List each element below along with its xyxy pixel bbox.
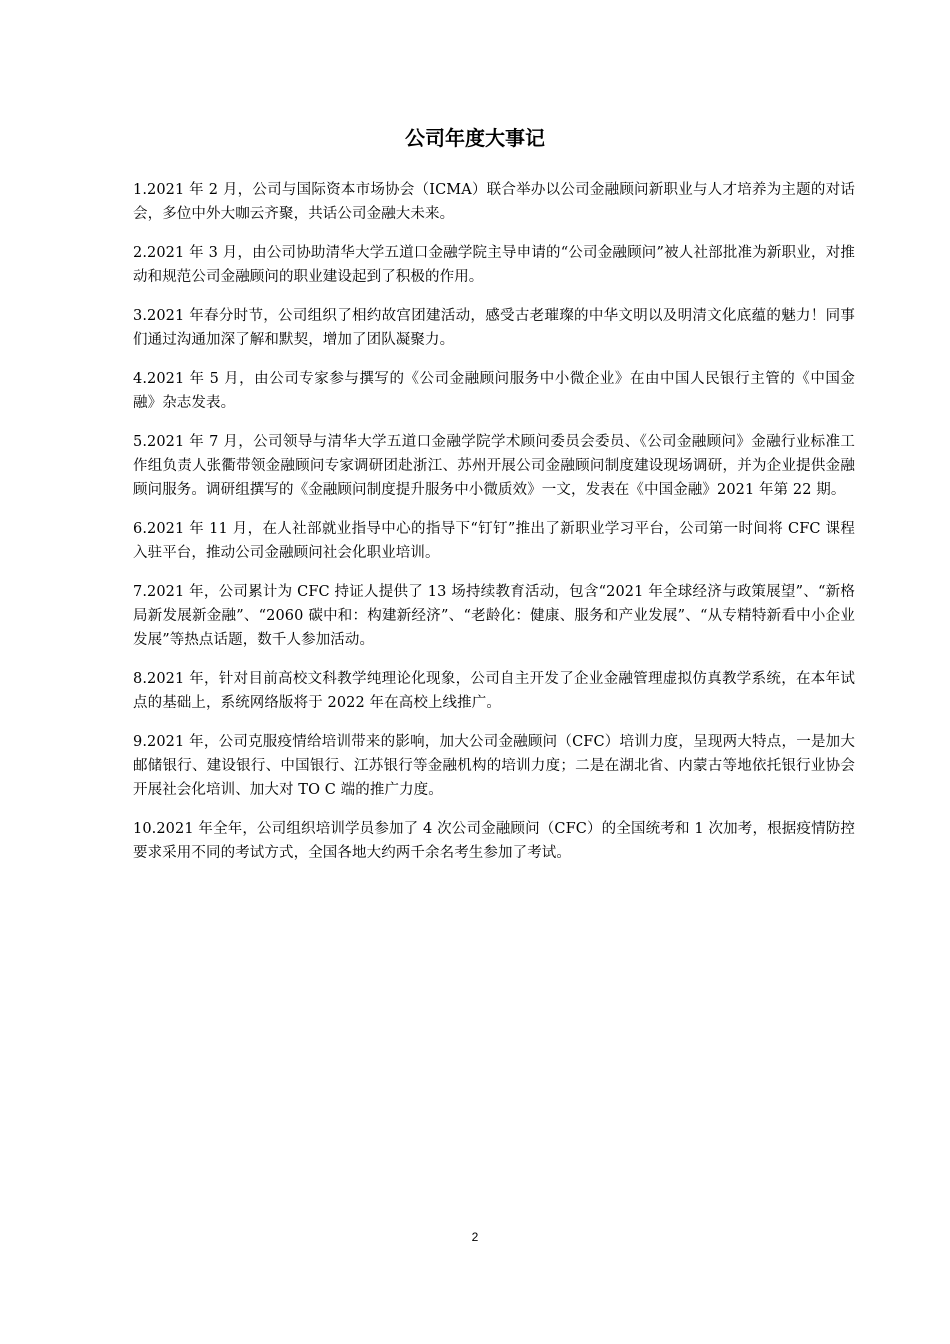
event-paragraph-6: 6.2021 年 11 月，在人社部就业指导中心的指导下“钉钉”推出了新职业学习平台，公司第一时间将 CFC 课程入驻平台，推动公司金融顾问社会化职业培训。 — [133, 521, 855, 561]
event-paragraph-10: 10.2021 年全年，公司组织培训学员参加了 4 次公司金融顾问（CFC）的全国统考和 1 次加考，根据疫情防控要求采用不同的考试方式，全国各地大约两千余名考生参加了考试。 — [133, 821, 855, 861]
event-paragraph-3: 3.2021 年春分时节，公司组织了相约故宫团建活动，感受古老璀璨的中华文明以及明清文化底蕴的魅力！同事们通过沟通加深了解和默契，增加了团队凝聚力。 — [133, 308, 855, 348]
event-paragraph-2: 2.2021 年 3 月，由公司协助清华大学五道口金融学院主导申请的“公司金融顾问”被人社部批准为新职业，对推动和规范公司金融顾问的职业建设起到了积极的作用。 — [133, 245, 855, 285]
event-paragraph-7: 7.2021 年，公司累计为 CFC 持证人提供了 13 场持续教育活动，包含“2021 年全球经济与政策展望”、“新格局新发展新金融”、“2060 碳中和：构建新经济”、“老龄化：健康、服务和产业发展”、“从专精特新看中小企业发展”等热点话题，数千人参加活动。 — [133, 584, 855, 648]
document-body — [133, 178, 855, 880]
event-paragraph-8: 8.2021 年，针对目前高校文科教学纯理论化现象，公司自主开发了企业金融管理虚拟仿真教学系统，在本年试点的基础上，系统网络版将于 2022 年在高校上线推广。 — [133, 671, 855, 711]
event-paragraph-9: 9.2021 年，公司克服疫情给培训带来的影响，加大公司金融顾问（CFC）培训力度，呈现两大特点，一是加大邮储银行、建设银行、中国银行、江苏银行等金融机构的培训力度；二是在湖北省、内蒙古等地依托银行业协会开展社会化培训、加大对 TO C 端的推广力度。 — [133, 734, 855, 798]
document-title: 公司年度大事记 — [405, 126, 545, 150]
page-number: 2 — [471, 1230, 479, 1244]
event-paragraph-1: 1.2021 年 2 月，公司与国际资本市场协会（ICMA）联合举办以公司金融顾问新职业与人才培养为主题的对话会，多位中外大咖云齐聚，共话公司金融大未来。 — [133, 182, 855, 222]
event-paragraph-5: 5.2021 年 7 月，公司领导与清华大学五道口金融学院学术顾问委员会委员、《公司金融顾问》金融行业标准工作组负责人张衢带领金融顾问专家调研团赴浙江、苏州开展公司金融顾问制度建设现场调研，并为企业提供金融顾问服务。调研组撰写的《金融顾问制度提升服务中小微质效》一文，发表在《中国金融》2021 年第 22 期。 — [133, 434, 855, 498]
event-paragraph-4: 4.2021 年 5 月，由公司专家参与撰写的《公司金融顾问服务中小微企业》在由中国人民银行主管的《中国金融》杂志发表。 — [133, 371, 855, 411]
